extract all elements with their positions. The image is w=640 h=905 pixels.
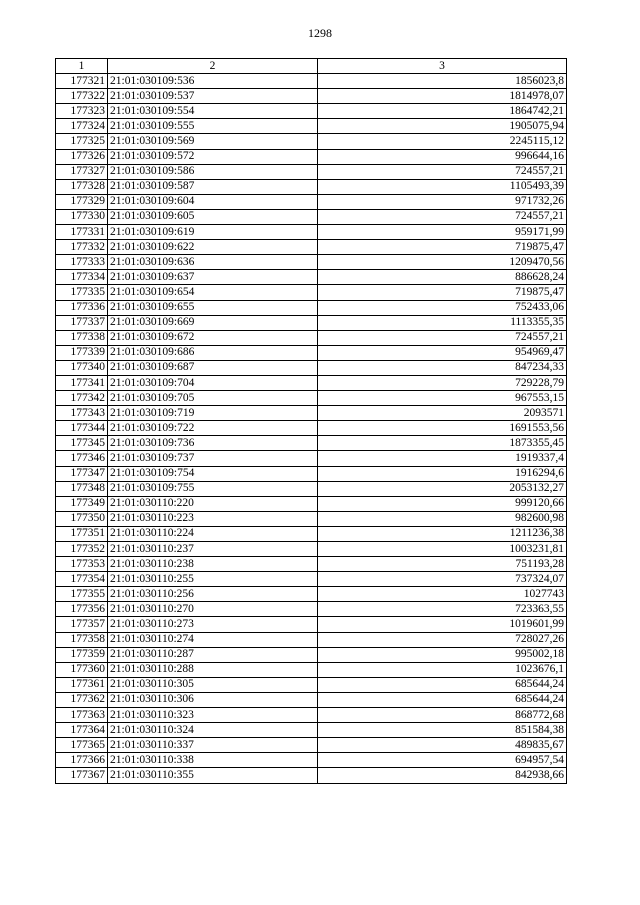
row-number-cell: 177326 (56, 149, 108, 164)
row-number-cell: 177360 (56, 662, 108, 677)
row-number-cell: 177347 (56, 466, 108, 481)
cadastral-value-cell: 737324,07 (318, 572, 567, 587)
cadastral-value-cell: 847234,33 (318, 360, 567, 375)
row-number-cell: 177351 (56, 526, 108, 541)
table-row (56, 315, 567, 330)
cadastral-value-cell: 1905075,94 (318, 119, 567, 134)
table-row (56, 677, 567, 692)
cadastral-value-cell: 868772,68 (318, 708, 567, 723)
cadastral-number-cell: 21:01:030109:719 (108, 406, 318, 421)
row-number-cell: 177335 (56, 285, 108, 300)
row-number-cell: 177321 (56, 74, 108, 89)
cadastral-number-cell: 21:01:030110:306 (108, 692, 318, 707)
cadastral-number-cell: 21:01:030109:555 (108, 119, 318, 134)
table-body (56, 74, 567, 783)
table-row (56, 511, 567, 526)
row-number-cell: 177332 (56, 240, 108, 255)
row-number-cell: 177357 (56, 617, 108, 632)
cadastral-value-cell: 489835,67 (318, 738, 567, 753)
cadastral-value-cell: 1113355,35 (318, 315, 567, 330)
cadastral-value-cell: 1814978,07 (318, 89, 567, 104)
row-number-cell: 177354 (56, 572, 108, 587)
cadastral-value-cell: 1027743 (318, 587, 567, 602)
cadastral-number-cell: 21:01:030109:722 (108, 421, 318, 436)
table-row (56, 587, 567, 602)
row-number-cell: 177330 (56, 209, 108, 224)
cadastral-value-cell: 685644,24 (318, 677, 567, 692)
cadastral-value-cell: 1105493,39 (318, 179, 567, 194)
table-row (56, 466, 567, 481)
table-row (56, 617, 567, 632)
cadastral-number-cell: 21:01:030110:224 (108, 526, 318, 541)
cadastral-value-cell: 842938,66 (318, 768, 567, 783)
row-number-cell: 177346 (56, 451, 108, 466)
row-number-cell: 177362 (56, 692, 108, 707)
table-row (56, 255, 567, 270)
table-row (56, 330, 567, 345)
cadastral-value-cell: 1019601,99 (318, 617, 567, 632)
cadastral-number-cell: 21:01:030109:737 (108, 451, 318, 466)
cadastral-number-cell: 21:01:030110:274 (108, 632, 318, 647)
cadastral-number-cell: 21:01:030110:223 (108, 511, 318, 526)
cadastral-value-cell: 729228,79 (318, 375, 567, 390)
column-header-value: 3 (318, 59, 567, 74)
cadastral-number-cell: 21:01:030110:355 (108, 768, 318, 783)
cadastral-number-cell: 21:01:030110:287 (108, 647, 318, 662)
row-number-cell: 177355 (56, 587, 108, 602)
row-number-cell: 177328 (56, 179, 108, 194)
cadastral-number-cell: 21:01:030110:220 (108, 496, 318, 511)
cadastral-number-cell: 21:01:030109:622 (108, 240, 318, 255)
table-row (56, 179, 567, 194)
row-number-cell: 177349 (56, 496, 108, 511)
table-row (56, 149, 567, 164)
cadastral-number-cell: 21:01:030109:586 (108, 164, 318, 179)
cadastral-number-cell: 21:01:030109:569 (108, 134, 318, 149)
table-row (56, 225, 567, 240)
cadastral-value-cell: 886628,24 (318, 270, 567, 285)
cadastral-number-cell: 21:01:030109:605 (108, 209, 318, 224)
cadastral-value-table (55, 58, 567, 784)
cadastral-number-cell: 21:01:030110:270 (108, 602, 318, 617)
cadastral-value-cell: 724557,21 (318, 330, 567, 345)
cadastral-value-cell: 724557,21 (318, 209, 567, 224)
table-row (56, 375, 567, 390)
cadastral-number-cell: 21:01:030109:537 (108, 89, 318, 104)
table-row (56, 164, 567, 179)
row-number-cell: 177338 (56, 330, 108, 345)
table-row (56, 74, 567, 89)
cadastral-number-cell: 21:01:030109:604 (108, 194, 318, 209)
row-number-cell: 177324 (56, 119, 108, 134)
cadastral-value-cell: 724557,21 (318, 164, 567, 179)
row-number-cell: 177358 (56, 632, 108, 647)
cadastral-number-cell: 21:01:030109:755 (108, 481, 318, 496)
cadastral-number-cell: 21:01:030110:256 (108, 587, 318, 602)
cadastral-number-cell: 21:01:030109:672 (108, 330, 318, 345)
table-row (56, 662, 567, 677)
table-row (56, 436, 567, 451)
row-number-cell: 177327 (56, 164, 108, 179)
row-number-cell: 177367 (56, 768, 108, 783)
table-row (56, 285, 567, 300)
row-number-cell: 177343 (56, 406, 108, 421)
table-row (56, 89, 567, 104)
table-row (56, 134, 567, 149)
row-number-cell: 177329 (56, 194, 108, 209)
row-number-cell: 177359 (56, 647, 108, 662)
table-row (56, 692, 567, 707)
cadastral-number-cell: 21:01:030110:323 (108, 708, 318, 723)
row-number-cell: 177333 (56, 255, 108, 270)
cadastral-number-cell: 21:01:030109:705 (108, 391, 318, 406)
table-row (56, 481, 567, 496)
column-header-cadastral-number: 2 (108, 59, 318, 74)
table-row (56, 738, 567, 753)
cadastral-number-cell: 21:01:030109:619 (108, 225, 318, 240)
table-row (56, 240, 567, 255)
cadastral-number-cell: 21:01:030109:754 (108, 466, 318, 481)
cadastral-value-cell: 1211236,38 (318, 526, 567, 541)
cadastral-value-cell: 1003231,81 (318, 542, 567, 557)
cadastral-value-cell: 728027,26 (318, 632, 567, 647)
cadastral-value-cell: 1209470,56 (318, 255, 567, 270)
cadastral-number-cell: 21:01:030110:255 (108, 572, 318, 587)
cadastral-value-cell: 954969,47 (318, 345, 567, 360)
table-row (56, 753, 567, 768)
cadastral-number-cell: 21:01:030109:587 (108, 179, 318, 194)
cadastral-value-cell: 1864742,21 (318, 104, 567, 119)
row-number-cell: 177337 (56, 315, 108, 330)
cadastral-value-cell: 971732,26 (318, 194, 567, 209)
cadastral-value-cell: 1856023,8 (318, 74, 567, 89)
row-number-cell: 177350 (56, 511, 108, 526)
cadastral-number-cell: 21:01:030110:338 (108, 753, 318, 768)
row-number-cell: 177352 (56, 542, 108, 557)
table-row (56, 345, 567, 360)
table-row (56, 542, 567, 557)
cadastral-value-cell: 2053132,27 (318, 481, 567, 496)
cadastral-value-cell: 1919337,4 (318, 451, 567, 466)
cadastral-number-cell: 21:01:030110:237 (108, 542, 318, 557)
cadastral-number-cell: 21:01:030109:655 (108, 300, 318, 315)
cadastral-number-cell: 21:01:030109:637 (108, 270, 318, 285)
cadastral-value-cell: 982600,98 (318, 511, 567, 526)
row-number-cell: 177348 (56, 481, 108, 496)
row-number-cell: 177322 (56, 89, 108, 104)
cadastral-number-cell: 21:01:030110:288 (108, 662, 318, 677)
row-number-cell: 177331 (56, 225, 108, 240)
row-number-cell: 177334 (56, 270, 108, 285)
cadastral-value-cell: 694957,54 (318, 753, 567, 768)
cadastral-value-cell: 996644,16 (318, 149, 567, 164)
column-header-number: 1 (56, 59, 108, 74)
row-number-cell: 177340 (56, 360, 108, 375)
cadastral-value-cell: 719875,47 (318, 285, 567, 300)
cadastral-value-cell: 2245115,12 (318, 134, 567, 149)
row-number-cell: 177364 (56, 723, 108, 738)
cadastral-value-cell: 851584,38 (318, 723, 567, 738)
table-row (56, 526, 567, 541)
table-row (56, 723, 567, 738)
cadastral-number-cell: 21:01:030110:337 (108, 738, 318, 753)
table-row (56, 270, 567, 285)
table-row (56, 647, 567, 662)
cadastral-number-cell: 21:01:030109:669 (108, 315, 318, 330)
cadastral-value-cell: 1691553,56 (318, 421, 567, 436)
row-number-cell: 177325 (56, 134, 108, 149)
cadastral-value-cell: 685644,24 (318, 692, 567, 707)
cadastral-number-cell: 21:01:030109:704 (108, 375, 318, 390)
table-row (56, 421, 567, 436)
cadastral-number-cell: 21:01:030110:273 (108, 617, 318, 632)
row-number-cell: 177342 (56, 391, 108, 406)
table-row (56, 119, 567, 134)
row-number-cell: 177363 (56, 708, 108, 723)
table-row (56, 602, 567, 617)
row-number-cell: 177353 (56, 557, 108, 572)
table-row (56, 708, 567, 723)
cadastral-number-cell: 21:01:030109:686 (108, 345, 318, 360)
cadastral-number-cell: 21:01:030110:305 (108, 677, 318, 692)
table-row (56, 496, 567, 511)
cadastral-value-cell: 719875,47 (318, 240, 567, 255)
row-number-cell: 177341 (56, 375, 108, 390)
cadastral-number-cell: 21:01:030110:324 (108, 723, 318, 738)
table-row (56, 391, 567, 406)
cadastral-number-cell: 21:01:030109:687 (108, 360, 318, 375)
table-row (56, 572, 567, 587)
cadastral-value-cell: 959171,99 (318, 225, 567, 240)
table-row (56, 104, 567, 119)
table-row (56, 209, 567, 224)
cadastral-value-cell: 999120,66 (318, 496, 567, 511)
cadastral-value-cell: 751193,28 (318, 557, 567, 572)
row-number-cell: 177344 (56, 421, 108, 436)
cadastral-number-cell: 21:01:030110:238 (108, 557, 318, 572)
cadastral-value-cell: 2093571 (318, 406, 567, 421)
row-number-cell: 177366 (56, 753, 108, 768)
table-row (56, 632, 567, 647)
cadastral-value-cell: 967553,15 (318, 391, 567, 406)
table-row (56, 451, 567, 466)
cadastral-value-cell: 995002,18 (318, 647, 567, 662)
cadastral-value-cell: 1916294,6 (318, 466, 567, 481)
cadastral-number-cell: 21:01:030109:636 (108, 255, 318, 270)
cadastral-value-cell: 1873355,45 (318, 436, 567, 451)
table-header-row (56, 59, 567, 74)
row-number-cell: 177339 (56, 345, 108, 360)
table-row (56, 406, 567, 421)
row-number-cell: 177365 (56, 738, 108, 753)
row-number-cell: 177323 (56, 104, 108, 119)
row-number-cell: 177345 (56, 436, 108, 451)
cadastral-number-cell: 21:01:030109:736 (108, 436, 318, 451)
page-number: 1298 (308, 26, 332, 40)
cadastral-value-cell: 1023676,1 (318, 662, 567, 677)
table-row (56, 557, 567, 572)
table-row (56, 360, 567, 375)
cadastral-number-cell: 21:01:030109:654 (108, 285, 318, 300)
table-row (56, 768, 567, 783)
cadastral-number-cell: 21:01:030109:554 (108, 104, 318, 119)
cadastral-number-cell: 21:01:030109:572 (108, 149, 318, 164)
cadastral-number-cell: 21:01:030109:536 (108, 74, 318, 89)
cadastral-value-cell: 752433,06 (318, 300, 567, 315)
table-row (56, 300, 567, 315)
table-row (56, 194, 567, 209)
row-number-cell: 177356 (56, 602, 108, 617)
cadastral-value-cell: 723363,55 (318, 602, 567, 617)
row-number-cell: 177361 (56, 677, 108, 692)
row-number-cell: 177336 (56, 300, 108, 315)
